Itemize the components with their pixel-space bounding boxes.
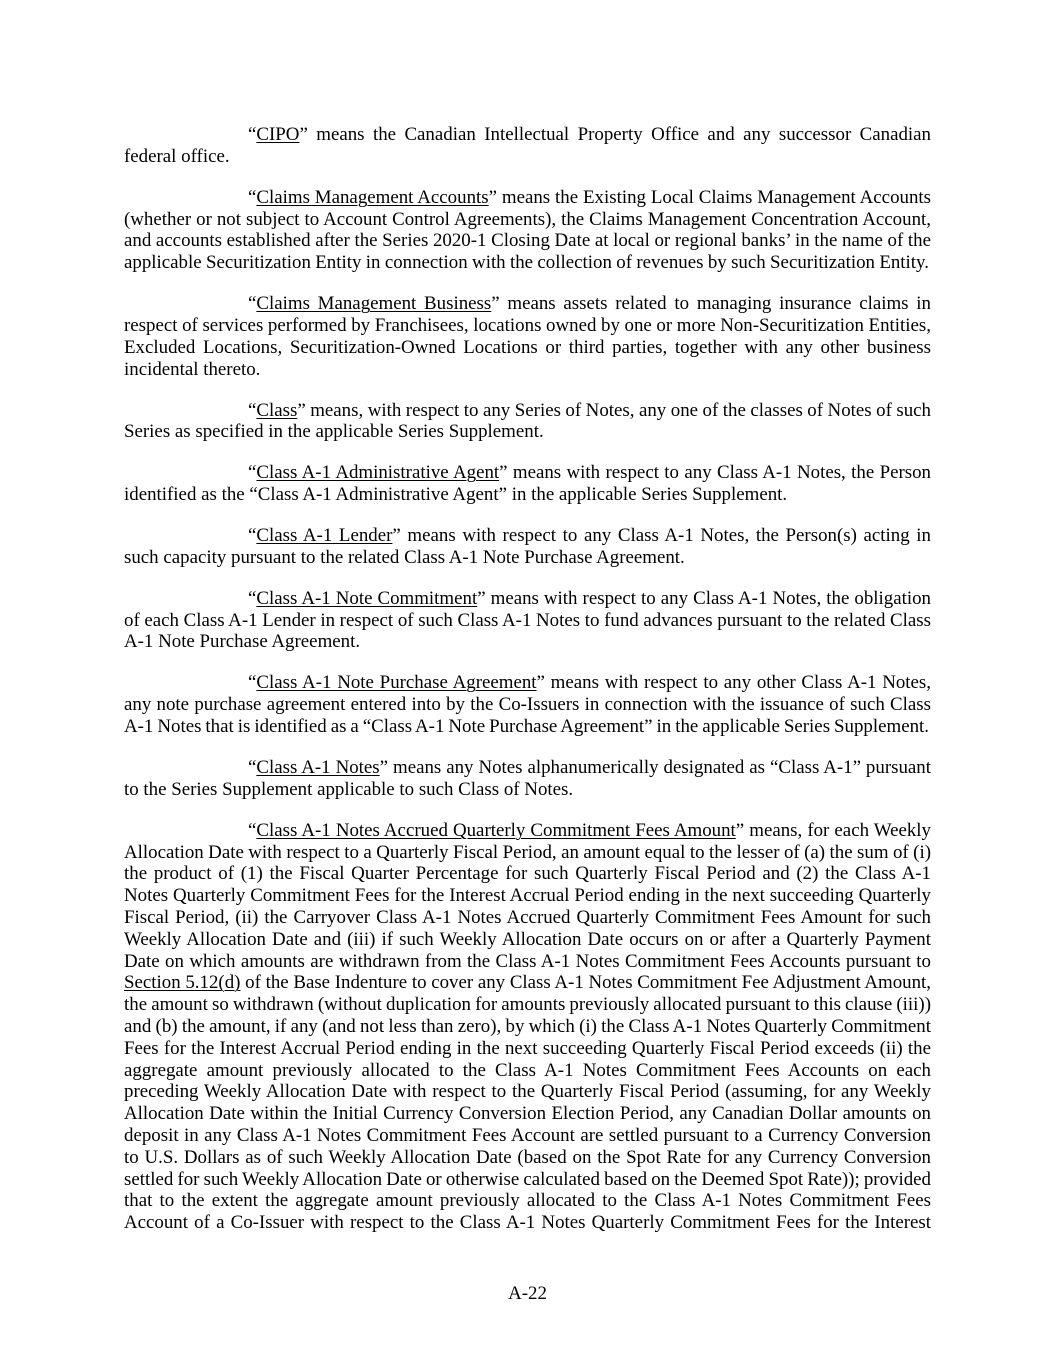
- text-run: the product of (1) the Fiscal Quarter Percentage for such Quarterly Fiscal Period and (2) the Class A-1: [124, 863, 931, 885]
- text-run: ” means, with respect to any Series of Notes, any one of the classes of Notes of such: [297, 399, 931, 421]
- text-line: [124, 951, 931, 973]
- text-run: settled for such Weekly Allocation Date or otherwise calculated based on the Deemed Spot Rate)); provided: [124, 1168, 931, 1190]
- defined-term: Class A-1 Notes: [256, 757, 380, 779]
- text-run: Fees for the Interest Accrual Period ending in the next succeeding Quarterly Fiscal Period exceeds (ii) the: [124, 1037, 931, 1059]
- defined-term: Claims Management Accounts: [256, 186, 489, 208]
- text-run: any note purchase agreement entered into by the Co-Issuers in connection with the issuance of such Class: [124, 694, 931, 716]
- text-run: respect of services performed by Franchisees, locations owned by one or more Non-Securitization Entities,: [124, 314, 931, 336]
- definition-claims-management-accounts: [124, 187, 931, 274]
- text-run: the amount so withdrawn (without duplication for amounts previously allocated pursuant to this clause (iii)): [124, 994, 931, 1016]
- text-line: [124, 315, 931, 337]
- defined-term: Claims Management Business: [256, 293, 492, 315]
- text-run: and accounts established after the Series 2020-1 Closing Date at local or regional banks’ in the name of the: [124, 230, 931, 252]
- text-run: Date on which amounts are withdrawn from the Class A-1 Notes Commitment Fees Accounts pursuant to: [124, 950, 931, 972]
- text-line: [248, 757, 931, 779]
- defined-term: Class A-1 Note Commitment: [256, 587, 478, 609]
- text-run: Excluded Locations, Securitization-Owned Locations or third parties, together with any other business: [124, 336, 931, 358]
- text-line: [124, 1060, 931, 1082]
- text-run: A-1 Note Purchase Agreement.: [124, 631, 361, 653]
- text-line: [248, 124, 931, 146]
- text-run: ” means, for each Weekly: [735, 819, 931, 841]
- text-line: [124, 359, 931, 381]
- text-line: [124, 907, 931, 929]
- text-line: [124, 421, 931, 443]
- text-line: [248, 293, 931, 315]
- text-line: [248, 462, 931, 484]
- text-run: to the Series Supplement applicable to such Class of Notes.: [124, 778, 574, 800]
- text-line: [248, 400, 931, 422]
- text-run: Account of a Co-Issuer with respect to the Class A-1 Notes Quarterly Commitment Fees for the Interest: [124, 1212, 931, 1234]
- text-run: “: [248, 399, 257, 421]
- text-run: “: [248, 124, 257, 145]
- text-run: ” means the Existing Local Claims Management Accounts: [488, 186, 932, 208]
- text-run: ” means with respect to any Class A-1 Notes, the obligation: [477, 587, 931, 609]
- text-line: [124, 1038, 931, 1060]
- text-line: [124, 863, 931, 885]
- text-line: [124, 1190, 931, 1212]
- text-run: “: [248, 462, 257, 484]
- text-line: [124, 252, 931, 274]
- text-line: [124, 146, 931, 168]
- text-line: [124, 209, 931, 231]
- text-run: deposit in any Class A-1 Notes Commitment Fees Account are settled pursuant to a Currency Conversion: [124, 1124, 931, 1146]
- defined-term: Class A-1 Administrative Agent: [256, 462, 500, 484]
- definition-cipo: [124, 124, 931, 168]
- text-run: ” means with respect to any Class A-1 Notes, the Person: [499, 462, 931, 484]
- text-run: “: [248, 186, 257, 208]
- section-reference: Section 5.12(d): [124, 972, 241, 994]
- text-line: [124, 779, 931, 801]
- definition-class-a-1-note-commitment: [124, 588, 931, 653]
- text-run: “: [248, 587, 257, 609]
- text-run: Allocation Date with respect to a Quarterly Fiscal Period, an amount equal to the lesser of (a) the sum of (i): [124, 841, 931, 863]
- text-run: Notes Quarterly Commitment Fees for the Interest Accrual Period ending in the next succeeding Quarterly: [124, 885, 931, 907]
- text-run: “: [248, 757, 257, 779]
- text-line: [124, 610, 931, 632]
- text-line: [124, 716, 931, 738]
- text-run: incidental thereto.: [124, 358, 261, 380]
- text-line: [124, 547, 931, 569]
- text-run: “: [248, 672, 257, 694]
- text-run: A-1 Notes that is identified as a “Class A-1 Note Purchase Agreement” in the applicable Series Supplement.: [124, 716, 929, 738]
- text-line: [124, 694, 931, 716]
- text-line: [124, 994, 931, 1016]
- text-line: [124, 885, 931, 907]
- text-line: [248, 820, 931, 842]
- definition-claims-management-business: [124, 293, 931, 380]
- text-run: ” means any Notes alphanumerically designated as “Class A-1” pursuant: [379, 757, 931, 779]
- text-run: aggregate amount previously allocated to the Class A-1 Notes Commitment Fees Accounts on each: [124, 1059, 931, 1081]
- text-line: [124, 1147, 931, 1169]
- text-run: ” means with respect to any Class A-1 Notes, the Person(s) acting in: [392, 525, 931, 547]
- text-run: ” means assets related to managing insurance claims in: [491, 293, 931, 315]
- defined-term: Class A-1 Lender: [256, 525, 393, 547]
- text-run: to U.S. Dollars as of such Weekly Allocation Date (based on the Spot Rate for any Currency Conversion: [124, 1146, 931, 1168]
- text-line: [124, 1125, 931, 1147]
- text-line: [124, 929, 931, 951]
- text-run: applicable Securitization Entity in connection with the collection of revenues by such Securitization Entity.: [124, 252, 929, 274]
- defined-term: CIPO: [256, 124, 300, 145]
- text-line: [124, 1212, 931, 1234]
- text-line: [248, 525, 931, 547]
- text-line: [248, 588, 931, 610]
- definition-class-a-1-administrative-agent: [124, 462, 931, 506]
- definition-class-a-1-note-purchase-agreement: [124, 672, 931, 737]
- text-run: “: [248, 293, 257, 315]
- text-line: [124, 1169, 931, 1191]
- definition-class-a-1-notes: [124, 757, 931, 801]
- text-run: identified as the “Class A-1 Administrative Agent” in the applicable Series Supplement.: [124, 484, 788, 506]
- text-run: preceding Weekly Allocation Date with respect to the Quarterly Fiscal Period (assuming, for any Weekly: [124, 1081, 931, 1103]
- text-line: [124, 1081, 931, 1103]
- text-run: Fiscal Period, (ii) the Carryover Class A-1 Notes Accrued Quarterly Commitment Fees Amount for such: [124, 907, 931, 928]
- text-run: Series as specified in the applicable Series Supplement.: [124, 421, 544, 443]
- text-line: [124, 230, 931, 252]
- text-run: (whether or not subject to Account Control Agreements), the Claims Management Concentration Account,: [124, 208, 931, 230]
- text-line: [124, 631, 931, 653]
- text-run: such capacity pursuant to the related Class A-1 Note Purchase Agreement.: [124, 546, 685, 568]
- definition-class: [124, 400, 931, 444]
- definition-class-a-1-notes-accrued-quarterly-commitment-fees-amount: [124, 820, 931, 1234]
- text-line: [248, 187, 931, 209]
- text-run: Weekly Allocation Date and (iii) if such Weekly Allocation Date occurs on or after a Quarterly Payment: [124, 928, 931, 950]
- text-run: “: [248, 525, 257, 547]
- text-line: [124, 484, 931, 506]
- definitions-section: [124, 124, 931, 1253]
- text-run: federal office.: [124, 145, 230, 167]
- text-run: “: [248, 819, 257, 841]
- definition-class-a-1-lender: [124, 525, 931, 569]
- text-run: of the Base Indenture to cover any Class A-1 Notes Commitment Fee Adjustment Amount,: [240, 972, 931, 994]
- text-line: [124, 972, 931, 994]
- text-line: [124, 842, 931, 864]
- text-run: of each Class A-1 Lender in respect of such Class A-1 Notes to fund advances pursuant to the related Class: [124, 609, 931, 631]
- text-run: ” means with respect to any other Class A-1 Notes,: [536, 672, 932, 694]
- text-run: Allocation Date within the Initial Currency Conversion Election Period, any Canadian Dollar amounts on: [124, 1103, 931, 1125]
- text-line: [124, 337, 931, 359]
- text-run: and (b) the amount, if any (and not less than zero), by which (i) the Class A-1 Notes Quarterly Commitment: [124, 1015, 931, 1037]
- text-line: [124, 1103, 931, 1125]
- defined-term: Class: [256, 399, 298, 421]
- defined-term: Class A-1 Note Purchase Agreement: [256, 672, 537, 694]
- page-number: A-22: [508, 1283, 547, 1304]
- text-line: [248, 672, 931, 694]
- text-run: that to the extent the aggregate amount previously allocated to the Class A-1 Notes Commitment Fees: [124, 1190, 931, 1212]
- text-line: [124, 1016, 931, 1038]
- defined-term: Class A-1 Notes Accrued Quarterly Commitment Fees Amount: [256, 819, 736, 841]
- text-run: ” means the Canadian Intellectual Property Office and any successor Canadian: [299, 124, 931, 145]
